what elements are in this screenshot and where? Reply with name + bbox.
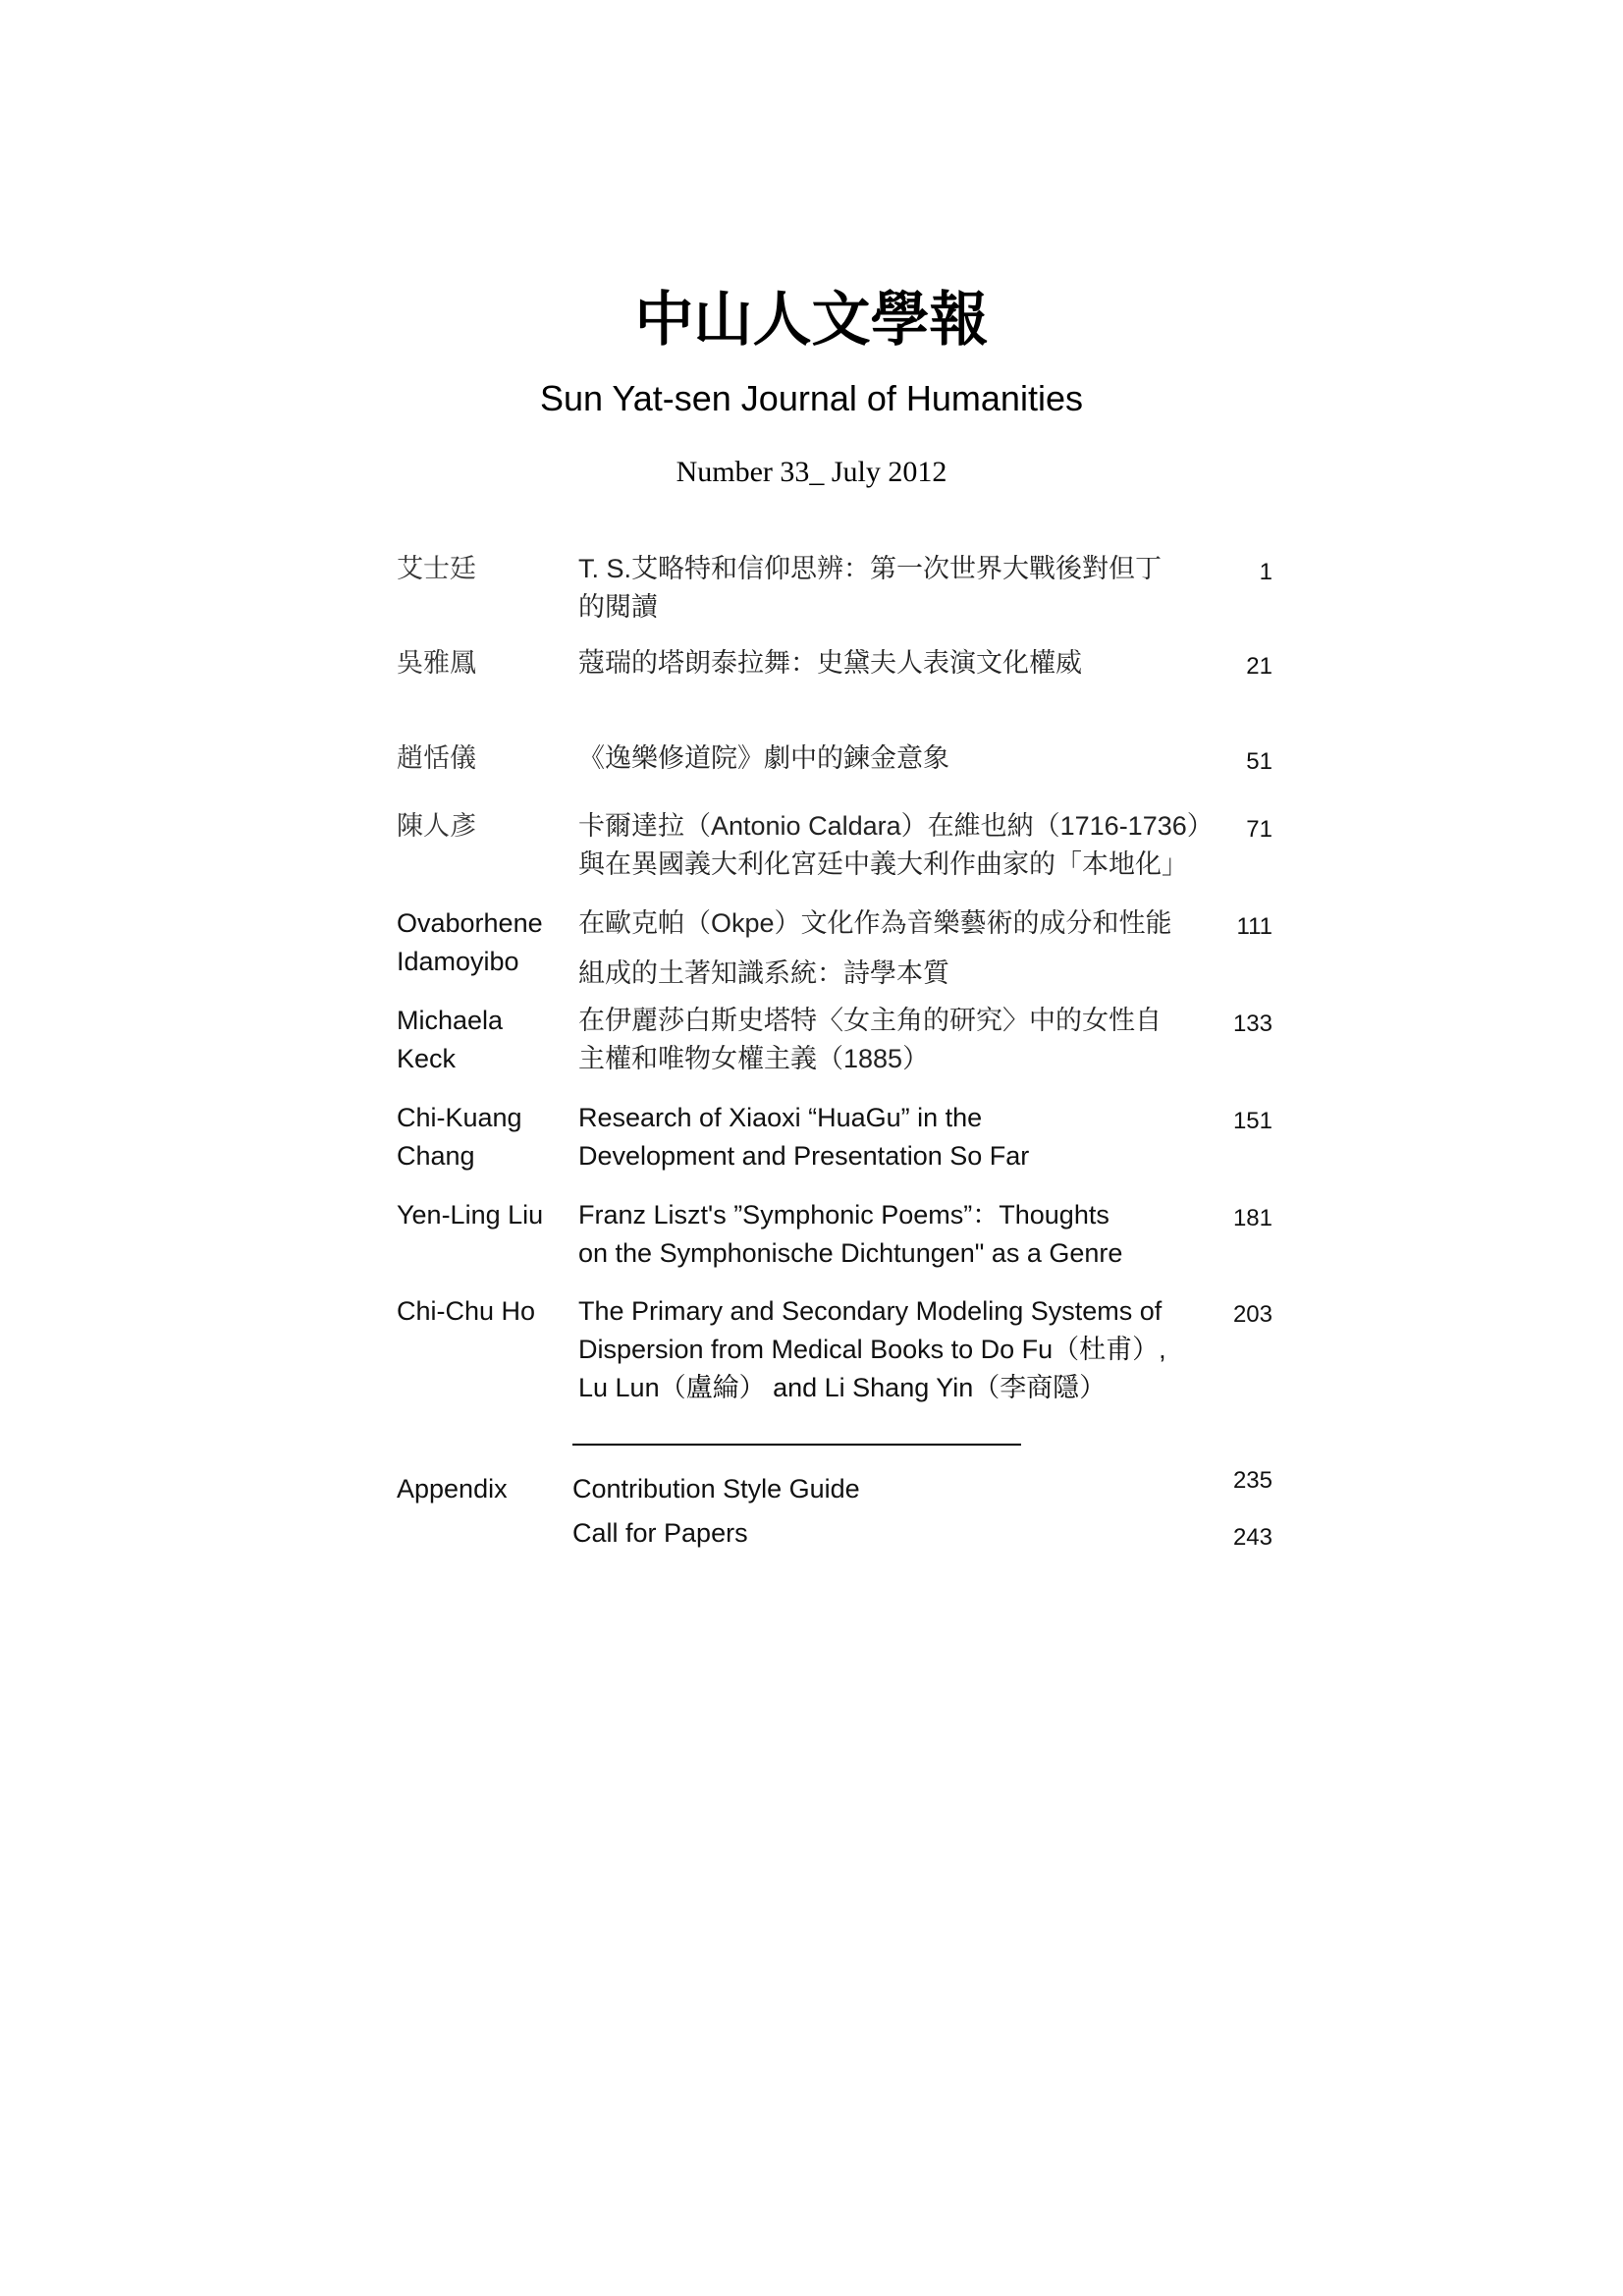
toc-author xyxy=(397,644,573,683)
toc-entry xyxy=(0,1292,1623,1420)
toc-title xyxy=(578,1099,1187,1175)
toc-title-line: T. S.艾略特和信仰思辨：第一次世界大戰後對但丁 xyxy=(578,554,1163,583)
toc-author xyxy=(397,807,573,846)
toc-title-line: 與在異國義大利化宮廷中義大利作曲家的「本地化」 xyxy=(578,849,1188,879)
toc-title xyxy=(578,1292,1187,1407)
appendix-item-title: Contribution Style Guide xyxy=(572,1474,860,1503)
toc-page-number: 133 xyxy=(1232,1011,1272,1037)
toc-title-line: Franz Liszt's ”Symphonic Poems”：Thoughts xyxy=(578,1200,1109,1230)
toc-author-line: 艾士廷 xyxy=(397,554,476,584)
journal-title-english: Sun Yat-sen Journal of Humanities xyxy=(540,378,1083,418)
toc-author-line: Idamoyibo xyxy=(397,947,519,976)
toc-title-line: The Primary and Secondary Modeling Systems of xyxy=(578,1296,1163,1326)
appendix-label: Appendix xyxy=(397,1474,508,1503)
section-divider xyxy=(572,1444,1021,1446)
toc-author xyxy=(397,1099,573,1175)
toc-author-line: 陳人彥 xyxy=(397,811,476,842)
toc-author-line: 趙恬儀 xyxy=(397,743,476,774)
toc-title-line: 在伊麗莎白斯史塔特〈女主角的研究〉中的女性自 xyxy=(578,1006,1162,1035)
toc-author-line: Michaela xyxy=(397,1006,504,1035)
toc-author-line: Yen-Ling Liu xyxy=(397,1200,544,1230)
toc-page-number: 111 xyxy=(1236,913,1272,940)
appendix-page-number: 235 xyxy=(1232,1467,1272,1494)
toc-author-line: 吳雅鳳 xyxy=(397,648,476,679)
toc-title-line: 主權和唯物女權主義（1885） xyxy=(578,1044,930,1073)
toc-author-line: Chang xyxy=(397,1141,475,1171)
toc-author xyxy=(397,1292,573,1331)
toc-author xyxy=(397,550,573,588)
toc-title xyxy=(578,807,1214,884)
toc-title-line: 《逸樂修道院》劇中的鍊金意象 xyxy=(578,743,949,773)
toc-title-line: 組成的土著知識系統：詩學本質 xyxy=(578,958,949,988)
toc-title xyxy=(578,1002,1187,1078)
toc-title-line: Research of Xiaoxi “HuaGu” in the xyxy=(578,1103,983,1132)
toc-author-line: Keck xyxy=(397,1044,457,1073)
toc-author-line: Ovaborhene xyxy=(397,908,543,938)
toc-page-number: 71 xyxy=(1246,816,1272,843)
toc-page-number: 151 xyxy=(1232,1108,1272,1134)
toc-author-line: Chi-Kuang xyxy=(397,1103,522,1132)
toc-page-number: 203 xyxy=(1232,1301,1272,1328)
toc-title-line: Lu Lun（盧綸） and Li Shang Yin（李商隱） xyxy=(578,1373,1107,1402)
appendix-page-number: 243 xyxy=(1232,1524,1272,1551)
toc-page-number: 51 xyxy=(1246,748,1272,775)
toc-title-line: 卡爾達拉（Antonio Caldara）在維也納（1716-1736） xyxy=(578,811,1214,841)
toc-title xyxy=(578,1196,1187,1273)
toc-title-line: 蔻瑞的塔朗泰拉舞：史黛夫人表演文化權威 xyxy=(578,648,1082,678)
toc-page-number: 1 xyxy=(1259,559,1272,585)
toc-author xyxy=(397,1002,573,1078)
toc-author xyxy=(397,739,573,778)
toc-page-number: 181 xyxy=(1232,1205,1272,1231)
journal-title-chinese: 中山人文學報 xyxy=(634,286,989,355)
toc-title xyxy=(578,644,1187,683)
toc-title-line: on the Symphonische Dichtungen" as a Genre xyxy=(578,1238,1123,1268)
toc-title-line: Development and Presentation So Far xyxy=(578,1141,1030,1171)
toc-page-number: 21 xyxy=(1246,653,1272,680)
toc-title xyxy=(578,550,1187,627)
toc-title xyxy=(578,899,1187,999)
toc-title xyxy=(578,739,1187,778)
appendix-item-title: Call for Papers xyxy=(572,1518,748,1548)
toc-author-line: Chi-Chu Ho xyxy=(397,1296,536,1326)
toc-author xyxy=(397,1196,573,1234)
toc-title-line: Dispersion from Medical Books to Do Fu（杜甫）, xyxy=(578,1335,1166,1364)
toc-author xyxy=(397,904,573,981)
toc-title-line: 的閱讀 xyxy=(578,592,658,622)
issue-info: Number 33_ July 2012 xyxy=(676,456,947,488)
toc-title-line: 在歐克帕（Okpe）文化作為音樂藝術的成分和性能 xyxy=(578,908,1172,938)
